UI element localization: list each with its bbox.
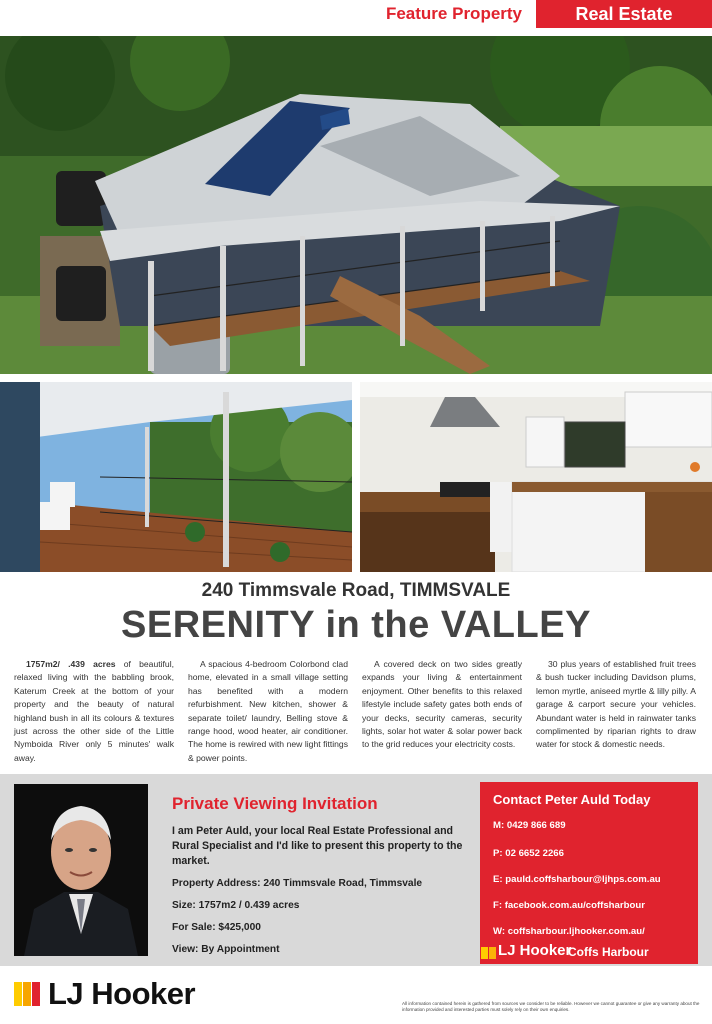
hero-house-photo [0,36,712,374]
property-address-detail: Property Address: 240 Timmsvale Road, Timmsvale [172,878,423,889]
facebook-link[interactable]: F: facebook.com.au/coffsharbour [493,900,645,911]
contact-title: Contact Peter Auld Today [493,792,651,807]
agent-portrait [14,784,148,956]
mobile-number[interactable]: M: 0429 866 689 [493,820,566,831]
land-size-lead: 1757m2/ .439 acres [26,659,116,669]
lj-hooker-logo-icon [480,945,500,961]
real-estate-label: Real Estate [536,0,712,28]
description-columns [14,658,698,766]
lj-hooker-logo-icon [14,980,42,1008]
phone-number[interactable]: P: 02 6652 2266 [493,848,564,859]
contact-box [480,782,698,964]
disclaimer: All information contained herein is gathered from sources we consider to be reliable. However we cannot guarantee or give any warranty about the information provided and interested parties must solely rely on their own enquiries. [402,1001,700,1012]
listing-headline: SERENITY in the VALLEY [121,604,591,646]
viewing-title: Private Viewing Invitation [172,794,378,813]
description-column-4: 30 plus years of established fruit trees & bush tucker including Davidson plums, lemon myrtle, aniseed myrtle & lilly pilly. A garage & carport secure your vehicles. Abundant water is held in rainwater tanks complimented by riparian rights to draw water for stock & domestic needs. [536,659,696,750]
kitchen-photo [360,382,712,572]
private-viewing-panel [0,774,712,966]
description-column-2: A spacious 4-bedroom Colorbond clad home, elevated in a small village setting has benefited with a modern refurbishment. New kitchen, shower & separate toilet/ laundry, Belling stove & range hood, wood heater, air conditioner. The home is rewired with new light fittings & power points. [188,659,348,763]
website-link[interactable]: W: coffsharbour.ljhooker.com.au/ [493,926,645,937]
agent-intro: I am Peter Auld, your local Real Estate Professional and Rural Specialist and I'd like to present this property to the market. [172,825,463,867]
contact-brand-name: LJ Hooker [498,942,572,959]
feature-property-label: Feature Property [385,4,523,23]
price-detail: For Sale: $425,000 [172,922,261,933]
description-text-1: of beautiful, relaxed living with the babbling brook, Katerum Creek at the bottom of your property and the beauty of natural highland bush in all its colours & textures just across the other side of the Little Nymboida River only 5 minutes' walk away. [14,659,174,763]
footer-brand: LJ Hooker [48,976,196,1011]
viewing-detail: View: By Appointment [172,944,280,955]
size-detail: Size: 1757m2 / 0.439 acres [172,900,300,911]
contact-brand [480,940,698,964]
property-address: 240 Timmsvale Road, TIMMSVALE [201,580,511,601]
description-column-3: A covered deck on two sides greatly expands your living & entertainment enjoyment. Other benefits to this relaxed lifestyle include safety gates both ends of your decks, security cameras, security lights, solar hot water & solar power back to the grid reduces your electricity costs. [362,659,522,750]
description-column-1 [14,658,174,765]
office-name: Coffs Harbour [568,945,649,959]
deck-photo [0,382,352,572]
page-header [0,0,712,28]
email-link[interactable]: E: pauld.coffsharbour@ljhps.com.au [493,874,661,885]
page-footer [0,966,712,1024]
